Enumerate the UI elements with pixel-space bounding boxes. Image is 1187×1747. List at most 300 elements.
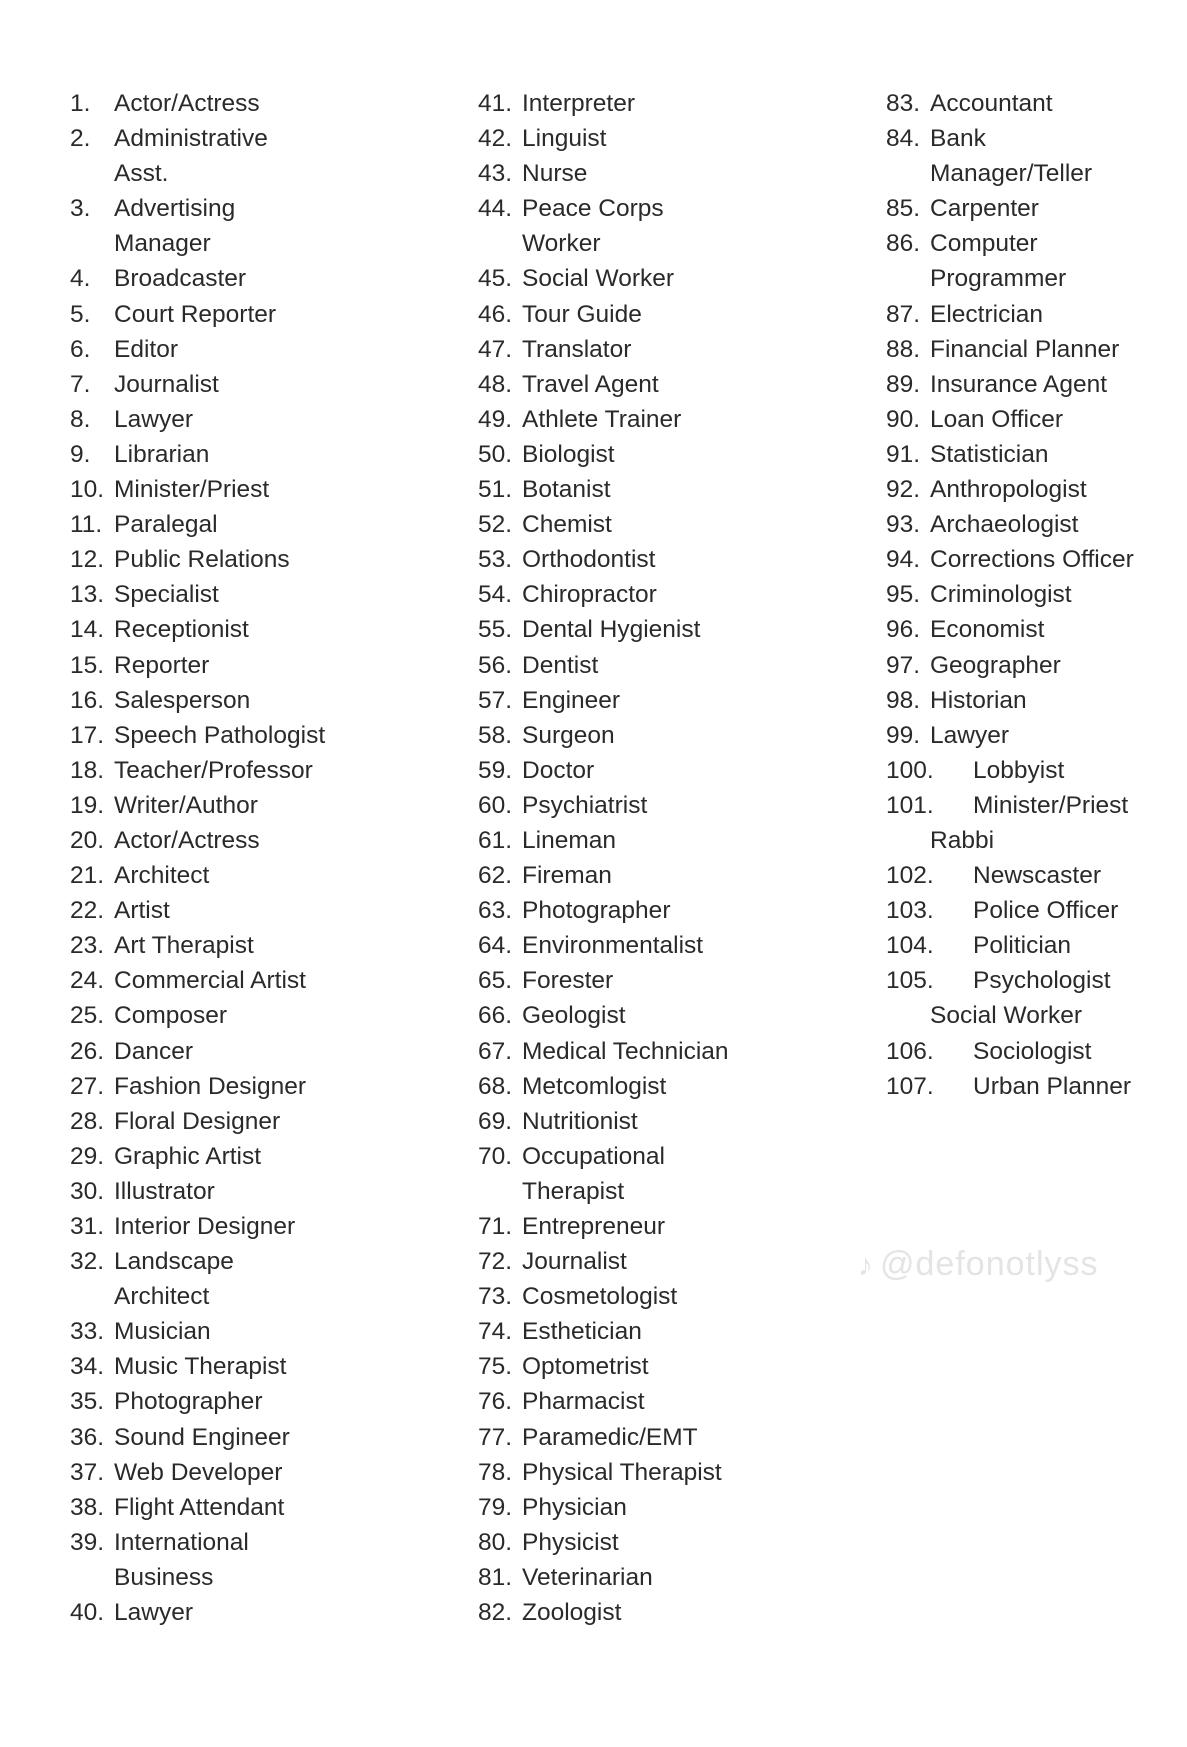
list-item-number: 75. [478,1353,513,1381]
list-item [478,858,878,893]
list-item [478,332,878,367]
list-item-label: Cosmetologist [522,1283,678,1311]
list-item-number: 99. [886,721,921,749]
list-item-label: Rabbi [930,826,995,854]
list-item-number: 50. [478,440,513,468]
list-item-label: Sound Engineer [114,1423,290,1451]
list-item-label: Nutritionist [522,1107,638,1135]
list-item [886,648,1176,683]
list-item [70,1455,470,1490]
list-item-number: 58. [478,721,513,749]
list-item [886,753,1176,788]
list-item [886,86,1176,121]
list-item-label: Esthetician [522,1318,642,1346]
list-item [886,788,1176,823]
list-item [70,1209,470,1244]
list-item [478,1595,878,1630]
list-item-number: 30. [70,1177,105,1205]
list-item-number: 73. [478,1283,513,1311]
list-item-label: Flight Attendant [114,1493,285,1521]
list-item-label: Paralegal [114,511,218,539]
tiktok-note-icon: ♪ [858,1249,874,1282]
list-item-label: Photographer [522,897,671,925]
list-item-label: Social Worker [522,265,675,293]
list-item [478,1209,878,1244]
list-item-label: Writer/Author [114,791,258,819]
list-item [478,191,878,226]
list-item-number: 10. [70,476,105,504]
list-item-number: 92. [886,476,921,504]
list-item [70,788,470,823]
list-item-label: Administrative [114,125,268,153]
list-item [70,1420,470,1455]
list-item [478,998,878,1033]
list-item-number: 2. [70,125,91,153]
list-item-label: Criminologist [930,581,1072,609]
list-item-label: Zoologist [522,1599,622,1627]
list-item-number: 32. [70,1248,105,1276]
list-item [478,1034,878,1069]
list-item-label: Corrections Officer [930,546,1134,574]
list-item [70,1139,470,1174]
list-item-label: Metcomlogist [522,1072,667,1100]
list-item-label: Dental Hygienist [522,616,701,644]
list-item [886,1034,1176,1069]
list-item-label: Minister/Priest [973,791,1129,819]
list-item [478,718,878,753]
list-item [886,1069,1176,1104]
list-item [478,437,878,472]
list-item-number: 6. [70,335,91,363]
list-item-label: International [114,1528,249,1556]
list-item [70,1595,470,1630]
list-item-label: Optometrist [522,1353,649,1381]
list-item [70,437,470,472]
list-item-number: 93. [886,511,921,539]
list-item-number: 24. [70,967,105,995]
list-item-number: 43. [478,160,513,188]
list-item [478,963,878,998]
list-item [886,893,1176,928]
list-item [886,963,1176,998]
list-item-number: 82. [478,1599,513,1627]
list-item-number: 37. [70,1458,105,1486]
list-item-label: Athlete Trainer [522,405,682,433]
list-item-number: 34. [70,1353,105,1381]
list-item-label: Carpenter [930,195,1039,223]
list-item-label: Journalist [114,370,219,398]
list-item-label: Actor/Actress [114,90,260,117]
list-item-number: 103. [886,897,934,925]
list-item-label: Financial Planner [930,335,1120,363]
list-item [70,928,470,963]
list-item-label: Economist [930,616,1045,644]
list-item [478,648,878,683]
list-item [886,472,1176,507]
list-item-label: Speech Pathologist [114,721,326,749]
list-item-label: Web Developer [114,1458,283,1486]
list-item [886,542,1176,577]
list-item-label: Physical Therapist [522,1458,722,1486]
list-item [886,612,1176,647]
list-item-number: 101. [886,791,934,819]
list-item [478,367,878,402]
list-item-label: Lawyer [930,721,1009,749]
list-item-number: 84. [886,125,921,153]
list-item-label: Chiropractor [522,581,657,609]
list-item-number: 49. [478,405,513,433]
list-item [478,402,878,437]
list-item-number: 65. [478,967,513,995]
list-item [70,1314,470,1349]
list-item [478,1490,878,1525]
list-item [478,928,878,963]
list-item [478,788,878,823]
list-item-number: 40. [70,1599,105,1627]
list-item [70,683,470,718]
list-item-number: 21. [70,862,105,890]
list-item-number: 14. [70,616,105,644]
list-item-number: 54. [478,581,513,609]
list-item [70,1104,470,1139]
list-item-number: 91. [886,440,921,468]
list-item-number: 23. [70,932,105,960]
list-item-label: Artist [114,897,170,925]
list-item-number: 46. [478,300,513,328]
list-item [886,297,1176,332]
list-item-number: 17. [70,721,105,749]
list-item-label: Veterinarian [522,1563,653,1591]
list-item-number: 70. [478,1142,513,1170]
list-item-number: 28. [70,1107,105,1135]
list-item-number: 63. [478,897,513,925]
list-item-number: 16. [70,686,105,714]
list-column-3 [886,86,1176,1104]
list-item [478,1525,878,1560]
list-item-number: 102. [886,862,934,890]
list-item-label: Linguist [522,125,607,153]
list-item-number: 33. [70,1318,105,1346]
list-item-label: Surgeon [522,721,615,749]
list-item [478,1314,878,1349]
list-item [70,963,470,998]
list-item-number: 35. [70,1388,105,1416]
list-item-number: 12. [70,546,105,574]
list-item [886,156,1176,191]
list-item-number: 106. [886,1037,934,1065]
list-item-label: Chemist [522,511,612,539]
list-item [478,753,878,788]
list-item-number: 51. [478,476,513,504]
list-item [70,612,470,647]
list-item [478,86,878,121]
list-item-number: 80. [478,1528,513,1556]
list-item [886,437,1176,472]
list-item-number: 45. [478,265,513,293]
list-item-label: Orthodontist [522,546,656,574]
list-item-label: Architect [114,862,210,890]
list-item [70,1525,470,1560]
list-item-label: Biologist [522,440,615,468]
list-item [478,1104,878,1139]
list-item [478,612,878,647]
list-item [478,472,878,507]
list-item-label: Worker [522,230,601,258]
list-item-label: Lobbyist [973,756,1065,784]
list-column-2 [478,86,878,1630]
list-item-label: Lawyer [114,1599,193,1627]
list-item-label: Photographer [114,1388,263,1416]
list-item [478,156,878,191]
list-item-label: Translator [522,335,632,363]
list-item [70,998,470,1033]
list-item-number: 41. [478,90,513,117]
list-item-number: 22. [70,897,105,925]
list-item-label: Programmer [930,265,1067,293]
list-item-number: 18. [70,756,105,784]
list-item-label: Archaeologist [930,511,1079,539]
list-item [886,121,1176,156]
list-item [886,261,1176,296]
list-item-label: Psychiatrist [522,791,648,819]
list-item-label: Architect [114,1283,210,1311]
list-item [70,1349,470,1384]
list-item-number: 107. [886,1072,934,1100]
list-item-label: Editor [114,335,179,363]
list-item-label: Reporter [114,651,210,679]
list-item-label: Nurse [522,160,588,188]
list-item [70,823,470,858]
list-item-number: 5. [70,300,91,328]
list-item-label: Lineman [522,826,616,854]
list-item-label: Specialist [114,581,219,609]
list-item-number: 105. [886,967,934,995]
list-item-number: 81. [478,1563,513,1591]
list-item-label: Fashion Designer [114,1072,307,1100]
list-item [70,261,470,296]
list-item-label: Historian [930,686,1027,714]
list-item-number: 9. [70,440,91,468]
list-item-label: Floral Designer [114,1107,281,1135]
list-item-label: Asst. [114,160,169,188]
list-item-label: Music Therapist [114,1353,287,1381]
list-item-label: Art Therapist [114,932,254,960]
list-item [478,1420,878,1455]
list-item [70,121,470,156]
list-item [70,332,470,367]
list-item-label: Insurance Agent [930,370,1108,398]
list-item [478,1139,878,1174]
list-item-label: Tour Guide [522,300,642,328]
list-item-number: 86. [886,230,921,258]
list-item [70,402,470,437]
list-item-number: 78. [478,1458,513,1486]
list-item [70,1244,470,1279]
list-item-number: 59. [478,756,513,784]
list-item-number: 27. [70,1072,105,1100]
list-item-number: 7. [70,370,91,398]
list-item-label: Engineer [522,686,621,714]
list-item-number: 88. [886,335,921,363]
list-item [70,1490,470,1525]
list-item-label: Police Officer [973,897,1119,925]
list-item [70,858,470,893]
list-item [886,928,1176,963]
list-item [478,1384,878,1419]
list-item [70,191,470,226]
list-item [886,823,1176,858]
list-item-label: Environmentalist [522,932,704,960]
list-item-label: Commercial Artist [114,967,306,995]
list-item [886,577,1176,612]
list-item [886,998,1176,1033]
list-item [70,472,470,507]
list-item [886,507,1176,542]
list-item-number: 104. [886,932,934,960]
list-item-number: 15. [70,651,105,679]
list-item-number: 8. [70,405,91,433]
list-item-number: 48. [478,370,513,398]
list-item-label: Journalist [522,1248,627,1276]
list-item [478,1174,878,1209]
list-item-number: 31. [70,1213,105,1240]
list-item-number: 67. [478,1037,513,1065]
list-item [70,156,470,191]
list-item-number: 13. [70,581,105,609]
list-item-label: Electrician [930,300,1044,328]
list-item-number: 36. [70,1423,105,1451]
list-item [70,1384,470,1419]
list-item [70,577,470,612]
list-item [478,577,878,612]
list-item [70,226,470,261]
list-item-label: Anthropologist [930,476,1087,504]
list-item [886,718,1176,753]
list-item [70,1069,470,1104]
list-item-number: 20. [70,826,105,854]
list-item-number: 47. [478,335,513,363]
list-item-number: 29. [70,1142,105,1170]
list-item-number: 83. [886,90,921,117]
list-item [886,402,1176,437]
list-item-label: Teacher/Professor [114,756,313,784]
list-item-label: Paramedic/EMT [522,1423,698,1451]
list-item-label: Medical Technician [522,1037,729,1065]
list-item [70,718,470,753]
list-item-label: Computer [930,230,1038,258]
list-item [70,297,470,332]
list-item [478,507,878,542]
list-item [478,1560,878,1595]
list-item-label: Advertising [114,195,236,223]
list-item-label: Physician [522,1493,627,1521]
list-item-label: Fireman [522,862,612,890]
list-item-number: 60. [478,791,513,819]
list-item-label: Receptionist [114,616,249,644]
list-item [70,1279,470,1314]
list-item [70,648,470,683]
list-item [478,1279,878,1314]
list-item-label: Composer [114,1002,228,1030]
list-item-number: 66. [478,1002,513,1030]
list-item-label: Librarian [114,440,210,468]
list-item-label: Sociologist [973,1037,1092,1065]
list-item-label: Dentist [522,651,599,679]
list-item [478,823,878,858]
list-item-label: Manager/Teller [930,160,1093,188]
list-item [478,893,878,928]
list-item-label: Statistician [930,440,1049,468]
list-item-label: Geologist [522,1002,626,1030]
list-item-number: 71. [478,1213,513,1240]
list-item [886,332,1176,367]
list-item-label: Psychologist [973,967,1111,995]
list-item-label: Politician [973,932,1072,960]
list-item-label: Therapist [522,1177,625,1205]
list-item [70,1560,470,1595]
list-item-number: 57. [478,686,513,714]
list-item [70,893,470,928]
list-item [886,191,1176,226]
list-item-number: 38. [70,1493,105,1521]
list-item-label: Landscape [114,1248,234,1276]
list-item-number: 3. [70,195,91,223]
list-item-number: 74. [478,1318,513,1346]
list-item [478,297,878,332]
list-item-number: 42. [478,125,513,153]
list-item [886,683,1176,718]
list-item-number: 95. [886,581,921,609]
list-item-label: Minister/Priest [114,476,270,504]
list-item-label: Newscaster [973,862,1101,890]
list-item [70,367,470,402]
list-item-number: 79. [478,1493,513,1521]
list-item [70,542,470,577]
list-item-label: Musician [114,1318,211,1346]
list-item [478,121,878,156]
list-item-label: Manager [114,230,211,258]
list-item-number: 1. [70,90,91,117]
list-item-label: Physicist [522,1528,619,1556]
list-item-label: Broadcaster [114,265,247,293]
list-item-label: Entrepreneur [522,1213,666,1240]
list-item-number: 87. [886,300,921,328]
list-item-number: 64. [478,932,513,960]
list-item-label: Actor/Actress [114,826,260,854]
list-item [478,1455,878,1490]
list-item-label: Social Worker [930,1002,1083,1030]
list-item [478,226,878,261]
list-item-number: 62. [478,862,513,890]
list-item-number: 77. [478,1423,513,1451]
list-item [70,507,470,542]
list-item-number: 52. [478,511,513,539]
list-item-label: Loan Officer [930,405,1064,433]
list-item [478,1349,878,1384]
list-item-number: 4. [70,265,91,293]
list-item-number: 69. [478,1107,513,1135]
list-item-label: Interpreter [522,90,636,117]
list-item-label: Public Relations [114,546,290,574]
list-item-number: 85. [886,195,921,223]
list-item-number: 98. [886,686,921,714]
list-item-number: 11. [70,511,103,539]
list-item-number: 96. [886,616,921,644]
list-item-number: 76. [478,1388,513,1416]
list-item-label: Dancer [114,1037,193,1065]
list-item-number: 100. [886,756,934,784]
list-item-label: Court Reporter [114,300,277,328]
